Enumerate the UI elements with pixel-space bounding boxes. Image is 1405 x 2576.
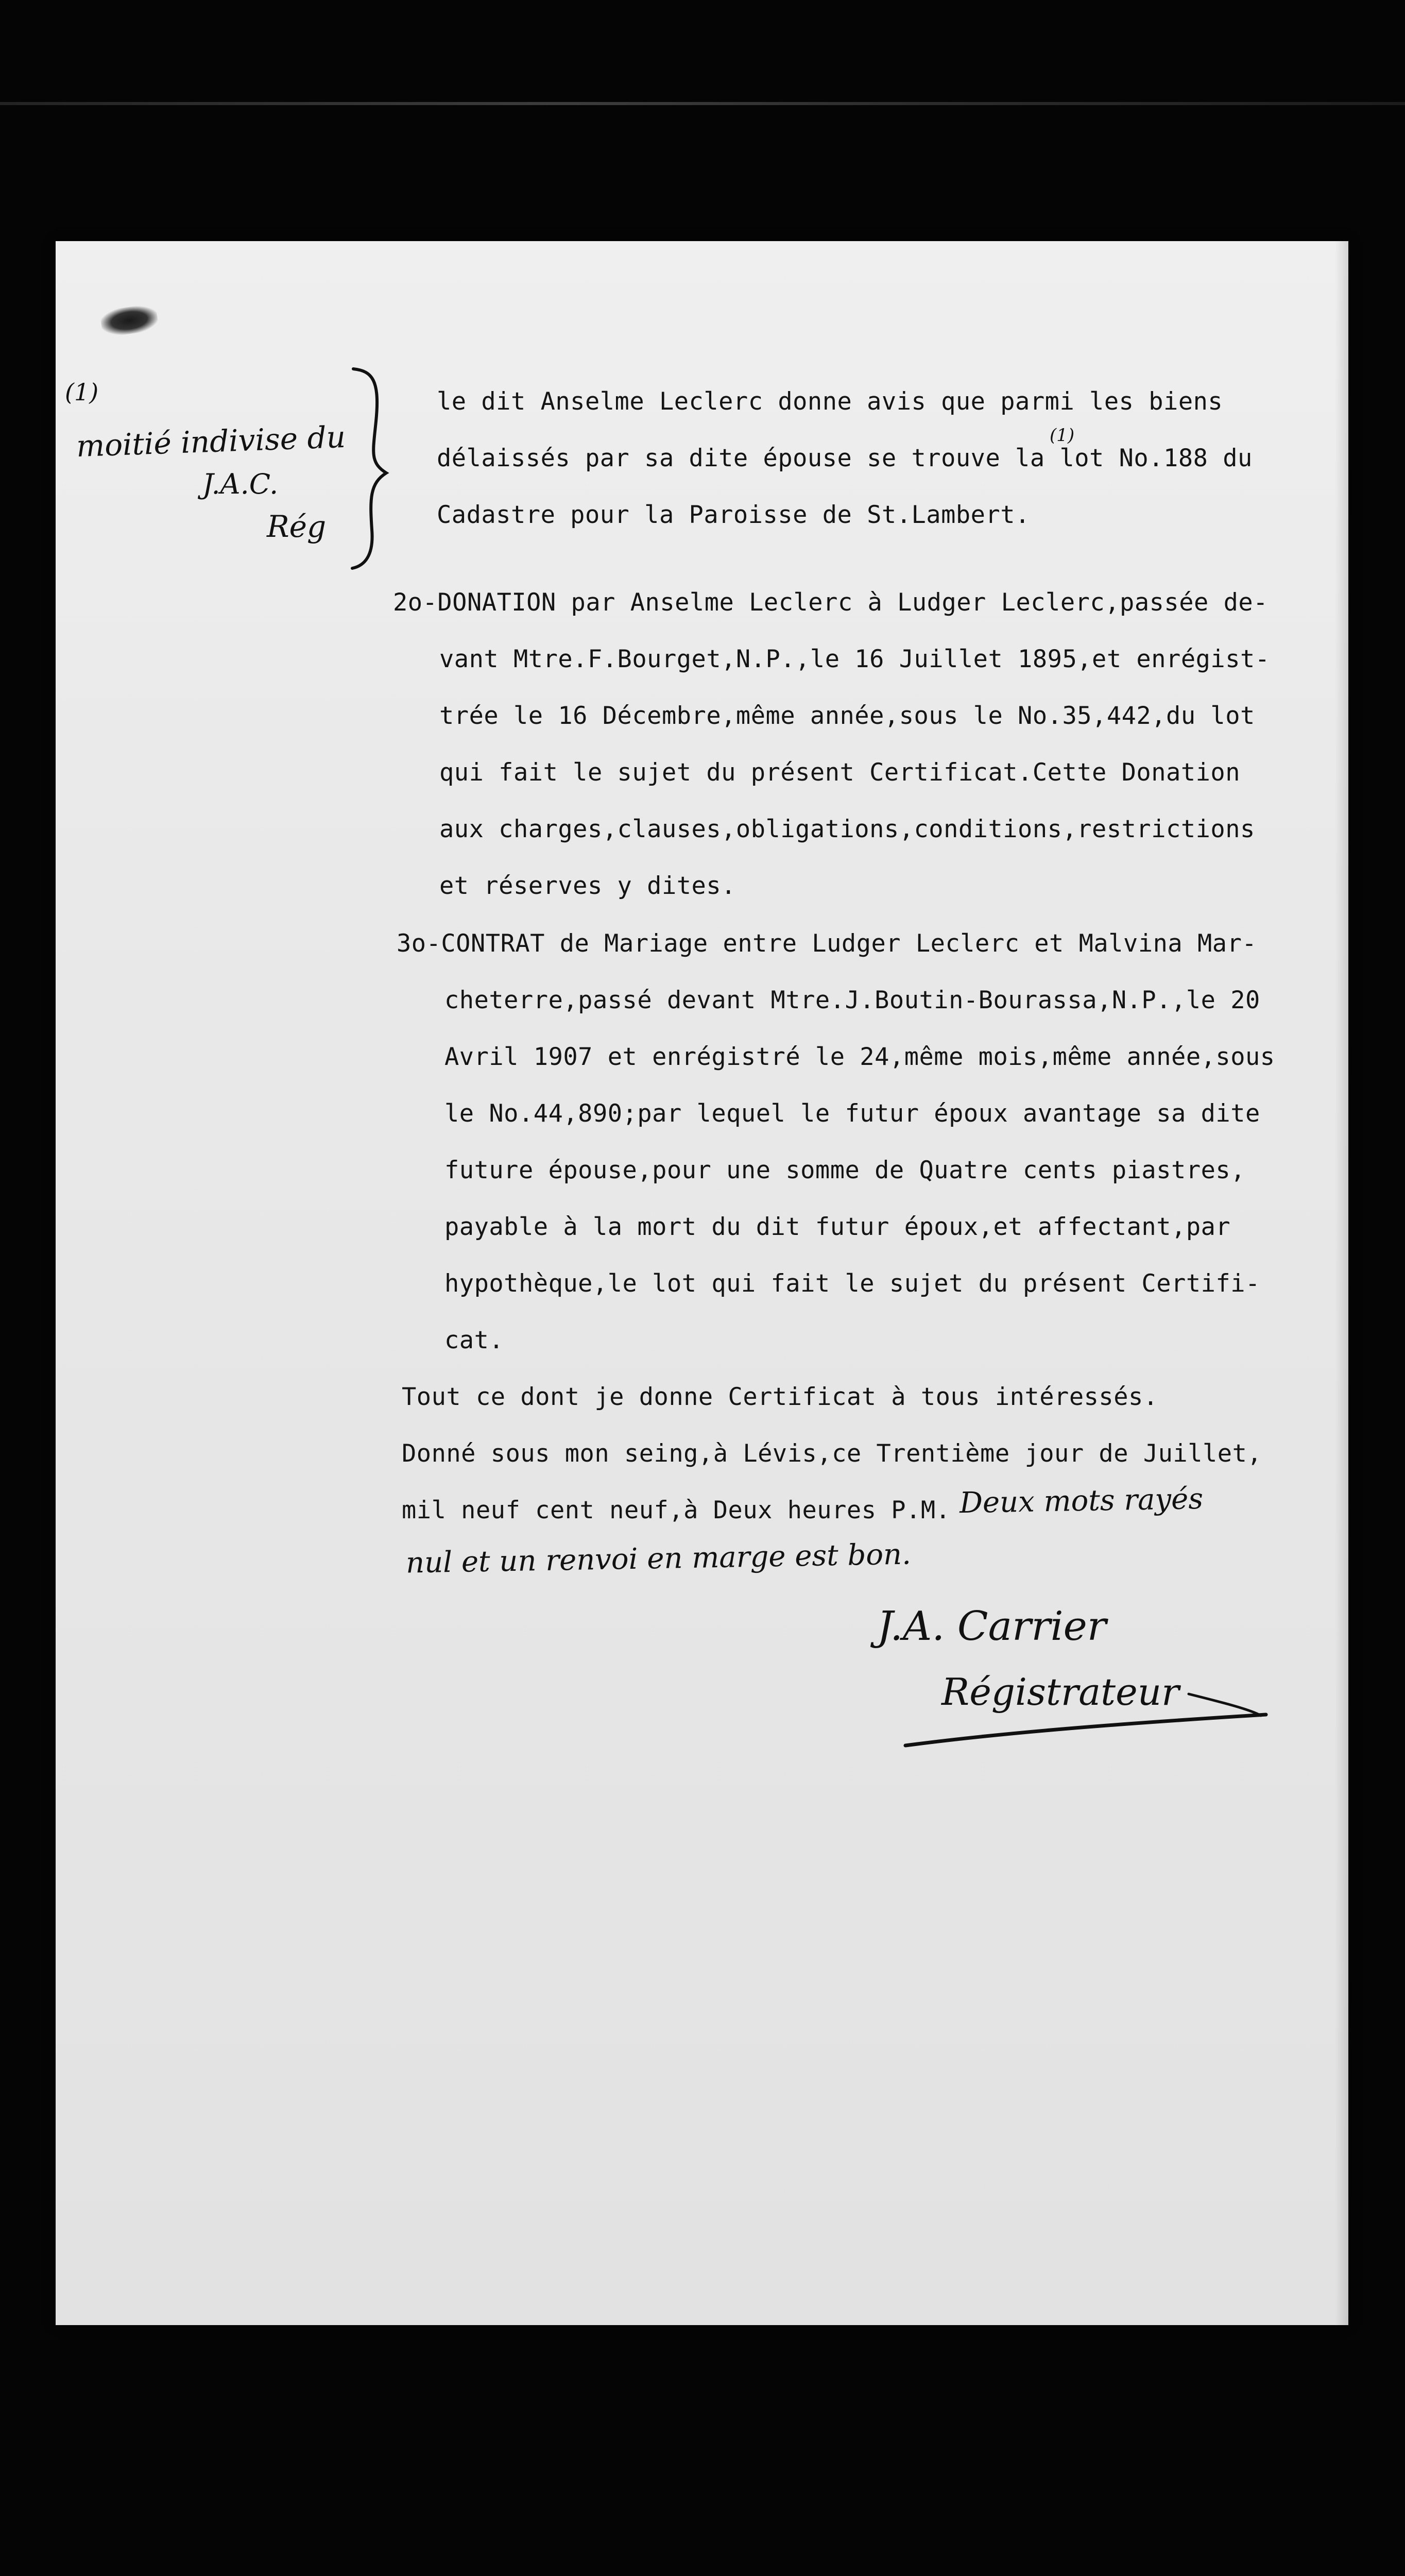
item3-line-2: cheterre,passé devant Mtre.J.Boutin-Bourassa,N.P.,le 20 <box>444 986 1260 1014</box>
margin-note-line3: Rég <box>267 509 327 544</box>
margin-bracket <box>349 365 390 571</box>
scan-artifact-line <box>0 102 1405 105</box>
item2-line-2: vant Mtre.F.Bourget,N.P.,le 16 Juillet 1895,et enrégist- <box>439 645 1270 673</box>
intro-line-3: Cadastre pour la Paroisse de St.Lambert. <box>437 501 1030 529</box>
item3-line-8: cat. <box>444 1326 504 1354</box>
page-edge-shadow <box>1335 241 1348 2325</box>
closing-line-2: Donné sous mon seing,à Lévis,ce Trentième jour de Juillet, <box>402 1439 1262 1468</box>
ink-smudge <box>99 303 159 338</box>
item2-line-1: 2o-DONATION par Anselme Leclerc à Ludger Leclerc,passée de- <box>393 588 1268 617</box>
document-page <box>56 241 1348 2325</box>
signature-underline <box>900 1684 1271 1756</box>
item3-line-4: le No.44,890;par lequel le futur époux avantage sa dite <box>444 1099 1260 1128</box>
intro-line-1: le dit Anselme Leclerc donne avis que parmi les biens <box>437 387 1223 416</box>
closing-handwritten-1: Deux mots rayés <box>959 1482 1204 1520</box>
item2-line-3: trée le 16 Décembre,même année,sous le No.35,442,du lot <box>439 702 1255 730</box>
closing-line-3: mil neuf cent neuf,à Deux heures P.M. <box>402 1496 951 1524</box>
item2-line-6: et réserves y dites. <box>439 872 736 900</box>
item2-line-4: qui fait le sujet du présent Certificat.Cette Donation <box>439 758 1241 787</box>
closing-handwritten-2: nul et un renvoi en marge est bon. <box>405 1537 912 1580</box>
item2-line-5: aux charges,clauses,obligations,conditions,restrictions <box>439 815 1255 843</box>
signature-name: J.A. Carrier <box>877 1603 1107 1650</box>
intro-line-2: délaissés par sa dite épouse se trouve la lot No.188 du <box>437 444 1253 472</box>
margin-note-number: (1) <box>65 378 99 406</box>
closing-line-1: Tout ce dont je donne Certificat à tous intéressés. <box>402 1383 1158 1411</box>
item3-line-3: Avril 1907 et enrégistré le 24,même mois,même année,sous <box>444 1043 1275 1071</box>
signature-title: Régistrateur <box>941 1670 1179 1714</box>
item3-line-7: hypothèque,le lot qui fait le sujet du présent Certifi- <box>444 1269 1260 1298</box>
item3-line-1: 3o-CONTRAT de Mariage entre Ludger Leclerc et Malvina Mar- <box>397 929 1257 958</box>
item3-line-6: payable à la mort du dit futur époux,et affectant,par <box>444 1213 1231 1241</box>
margin-note-line1: moitié indivise du <box>75 419 347 464</box>
margin-note-line2: J.A.C. <box>202 468 279 500</box>
intro-insert-mark: (1) <box>1050 425 1075 446</box>
item3-line-5: future épouse,pour une somme de Quatre cents piastres, <box>444 1156 1246 1184</box>
